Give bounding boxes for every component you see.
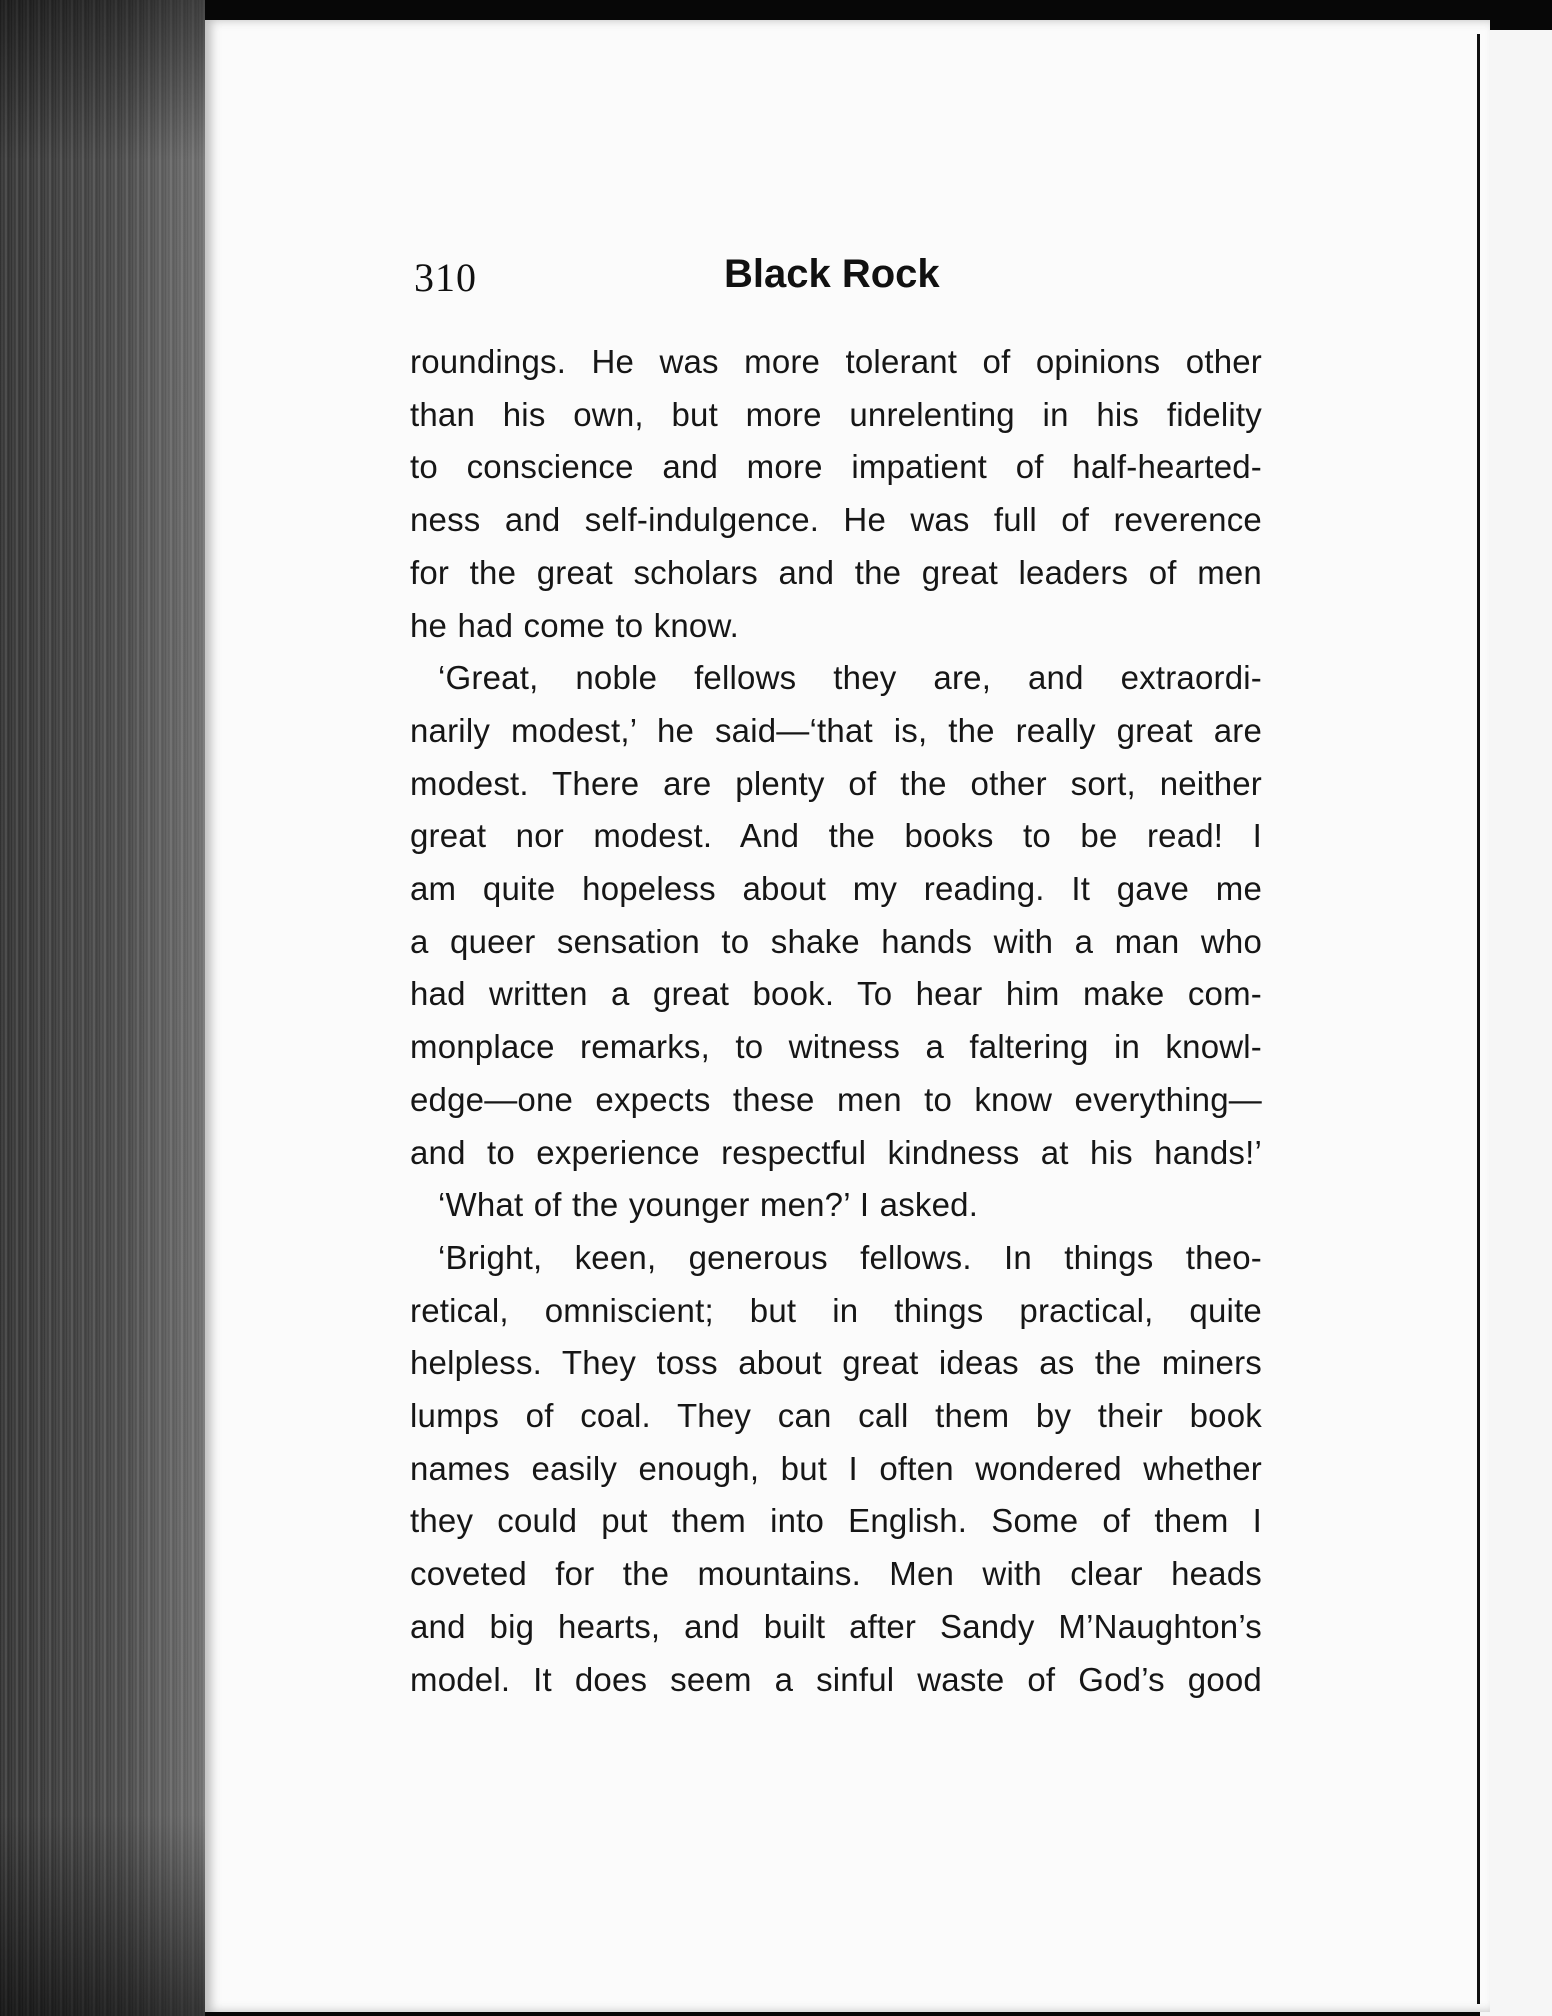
text-line: ‘Great, noble fellows they are, and extraordi- — [438, 659, 1262, 697]
text-line: they could put them into English. Some of them I — [410, 1502, 1262, 1540]
running-title: Black Rock — [724, 252, 940, 296]
text-line: a queer sensation to shake hands with a man who — [410, 922, 1262, 960]
page-header — [414, 254, 1259, 314]
text-line: lumps of coal. They can call them by their book — [410, 1397, 1262, 1435]
book-page-edges — [0, 0, 205, 2016]
text-line: and to experience respectful kindness at his hands!’ — [410, 1133, 1262, 1171]
text-line: roundings. He was more tolerant of opinions other — [410, 343, 1262, 380]
text-line: for the great scholars and the great leaders of men — [410, 553, 1262, 591]
text-line: ness and self-indulgence. He was full of reverence — [410, 501, 1262, 539]
text-line: he had come to know. — [410, 606, 740, 644]
text-line: retical, omniscient; but in things practical, quite — [410, 1291, 1262, 1329]
text-line: model. It does seem a sinful waste of God’s good — [410, 1660, 1262, 1698]
text-line: to conscience and more impatient of half-hearted- — [410, 448, 1262, 486]
text-line: modest. There are plenty of the other sort, neither — [410, 764, 1262, 802]
text-line: and big hearts, and built after Sandy M’Naughton’s — [410, 1607, 1262, 1645]
text-line: great nor modest. And the books to be read! I — [410, 817, 1262, 855]
text-line: narily modest,’ he said—‘that is, the really great are — [410, 711, 1262, 749]
page-gutter-line — [1477, 34, 1480, 2004]
page-number: 310 — [414, 255, 477, 300]
text-line: monplace remarks, to witness a faltering in knowl- — [410, 1028, 1262, 1066]
text-line: edge—one expects these men to know everything— — [410, 1080, 1262, 1118]
text-line: ‘Bright, keen, generous fellows. In things theo- — [438, 1238, 1262, 1276]
text-line: had written a great book. To hear him make com- — [410, 975, 1262, 1013]
text-line: than his own, but more unrelenting in his fidelity — [410, 395, 1262, 433]
text-line: am quite hopeless about my reading. It gave me — [410, 870, 1262, 908]
text-line: names easily enough, but I often wondered whether — [410, 1449, 1262, 1487]
text-line: coveted for the mountains. Men with clear heads — [410, 1555, 1262, 1593]
text-line: helpless. They toss about great ideas as the miners — [410, 1344, 1262, 1382]
facing-page-edge — [1480, 30, 1552, 2016]
text-line: ‘What of the younger men?’ I asked. — [438, 1186, 979, 1224]
body-text — [410, 336, 1262, 1706]
